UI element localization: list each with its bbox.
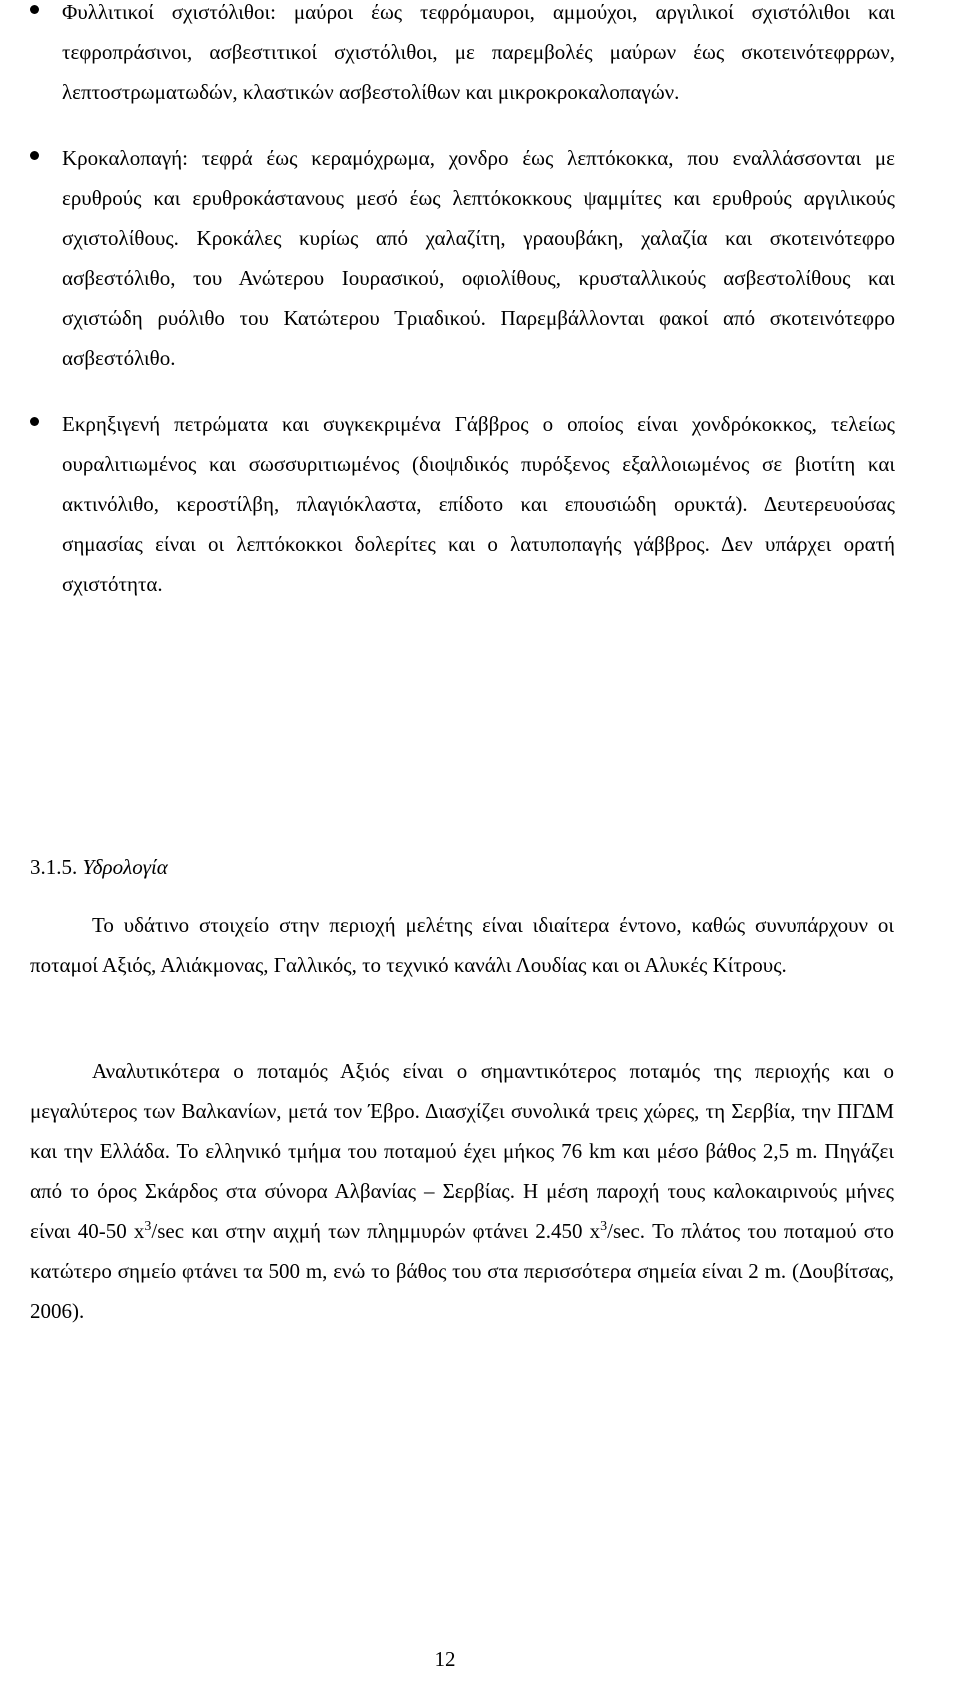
superscript: 3 (144, 1219, 152, 1234)
bullet-item (30, 404, 895, 604)
bullet-item (30, 138, 895, 378)
bullet-dot-icon (30, 151, 39, 160)
paragraph-intro: Το υδάτινο στοιχείο στην περιοχή μελέτης είναι ιδιαίτερα έντονο, καθώς συνυπάρχουν οι ποταμοί Αξιός, Αλιάκμονας, Γαλλικός, το τεχνικό κανάλι Λουδίας και οι Αλυκές Κίτρους. (30, 913, 894, 977)
bullet-item (30, 0, 895, 112)
bullet-text: Κροκαλοπαγή: τεφρά έως κεραμόχρωμα, χονδρο έως λεπτόκοκκα, που εναλλάσσονται με ερυθρούς και ερυθροκάστανους μεσό έως λεπτόκοκκους ψαμμίτες και ερυθρούς αργιλικούς σχιστολίθους. Κροκάλες κυρίως από χαλαζίτη, γραουβάκη, χαλαζία και σκοτεινότεφρο ασβεστόλιθο, του Ανώτερου Ιουρασικού, οφιολίθους, κρυσταλλικούς ασβεστολίθους και σχιστώδη ρυόλιθο του Κατώτερου Τριαδικού. Παρεμβάλλονται φακοί από σκοτεινότεφρο ασβεστόλιθο. (62, 146, 895, 370)
paragraph-text: /sec. Το πλάτος του ποταμού στο κατώτερο σημείο φτάνει τα 500 m, ενώ το βάθος του στα περισσότερα σημεία είναι 2 m. (Δουβίτσας, 2006). (30, 1219, 895, 1323)
bullet-text: Φυλλιτικοί σχιστόλιθοι: μαύροι έως τεφρόμαυροι, αμμούχοι, αργιλικοί σχιστόλιθοι και τεφροπράσινοι, ασβεστιτικοί σχιστόλιθοι, με παρεμβολές μαύρων έως σκοτεινότεφρρων, λεπτοστρωματωδών, κλαστικών ασβεστολίθων και μικροκροκαλοπαγών. (62, 0, 895, 104)
bullet-text: Εκρηξιγενή πετρώματα και συγκεκριμένα Γάββρος ο οποίος είναι χονδρόκοκκος, τελείως ουραλιτιωμένος και σωσσυριτιωμένος (διοψιδικός πυρόξενος εξαλλοιωμένος σε βιοτίτη και ακτινόλιθο, κεροστίλβη, πλαγιόκλαστα, επίδοτο και επουσιώδη ορυκτά). Δευτερευούσας σημασίας είναι οι λεπτόκοκκοι δολερίτες και ο λατυποπαγής γάββρος. Δεν υπάρχει ορατή σχιστότητα. (62, 412, 895, 596)
paragraph-text: Αναλυτικότερα ο ποταμός Αξιός είναι ο σημαντικότερος ποταμός της περιοχής και ο μεγαλύτερος των Βαλκανίων, μετά τον Έβρο. Διασχίζει συνολικά τρεις χώρες, τη Σερβία, την ΠΓΔΜ και την Ελλάδα. Το ελληνικό τμήμα του ποταμού έχει μήκος 76 km και μέσο βάθος 2,5 m. Πηγάζει από το όρος Σκάρδος στα σύνορα Αλβανίας – Σερβίας. Η μέση παροχή τους καλοκαιρινούς μήνες είναι 40-50 x (30, 1059, 894, 1243)
section-number: 3.1.5. (30, 855, 78, 879)
section-heading (30, 852, 168, 882)
superscript: 3 (600, 1219, 608, 1234)
bullet-list (30, 0, 895, 630)
section-title: Υδρολογία (82, 855, 168, 879)
bullet-dot-icon (30, 5, 39, 14)
paragraph-text: /sec και στην αιχμή των πλημμυρών φτάνει 2.450 x (151, 1219, 601, 1243)
page-number: 12 (434, 1647, 456, 1671)
bullet-dot-icon (30, 417, 39, 426)
paragraph-axios (30, 1051, 894, 1331)
